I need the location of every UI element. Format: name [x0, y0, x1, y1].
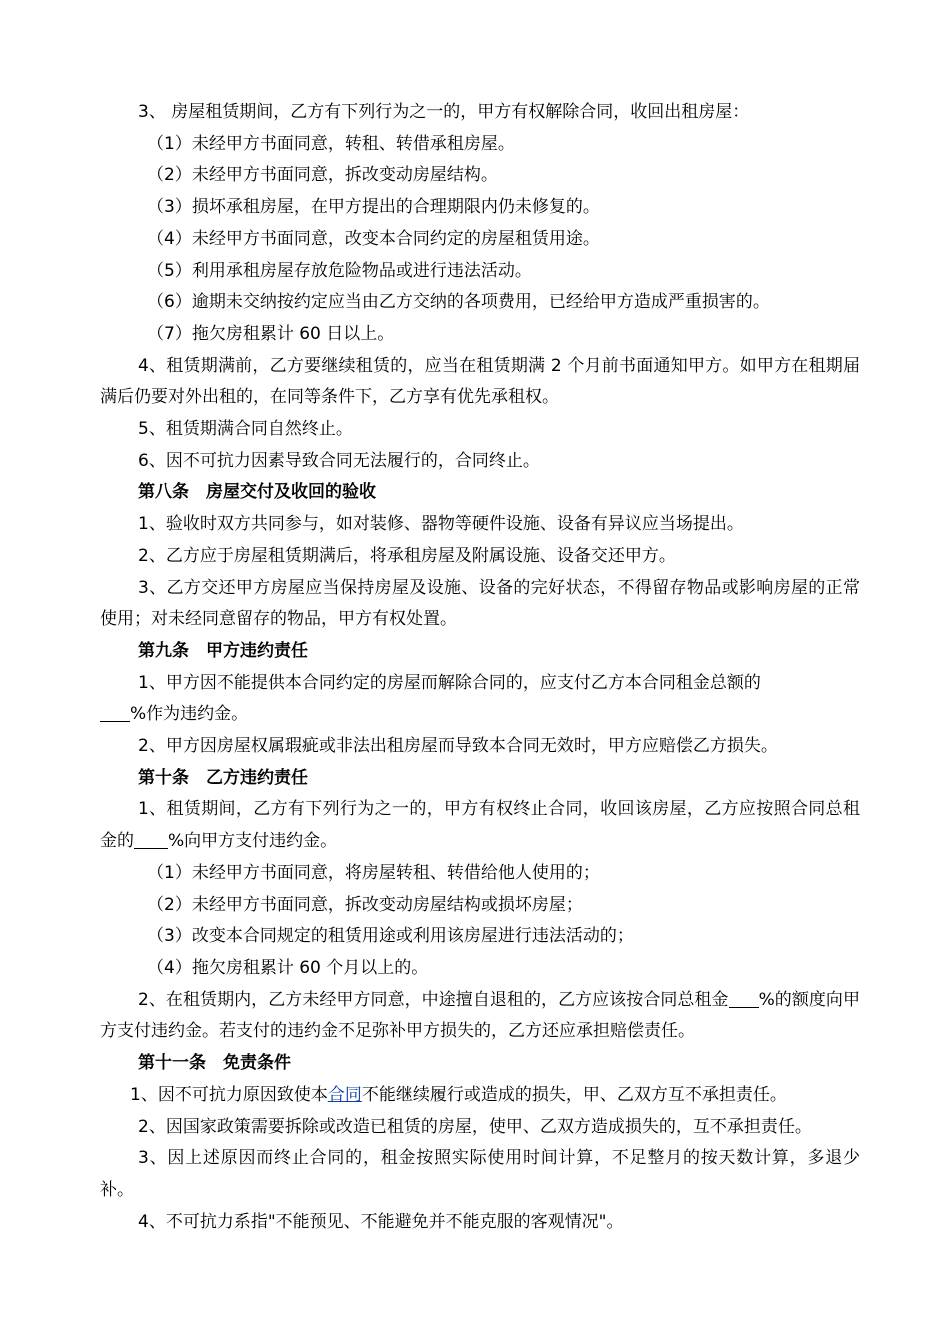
list-item: （5）利用承租房屋存放危险物品或进行违法活动。 [147, 260, 532, 281]
article-8-heading: 第八条 房屋交付及收回的验收 [138, 482, 376, 503]
clause-11-item-1 [100, 1080, 860, 1112]
list-item: （2）未经甲方书面同意，拆改变动房屋结构。 [147, 165, 498, 186]
contract-link[interactable]: 合同 [327, 1084, 362, 1105]
clause-8-item-1: 1、验收时双方共同参与，如对装修、器物等硬件设施、设备有异议应当场提出。 [138, 514, 744, 535]
article-10-heading: 第十条 乙方违约责任 [138, 767, 308, 788]
clause-11-item-4: 4、不可抗力系指"不能预见、不能避免并不能克服的客观情况"。 [138, 1211, 624, 1232]
list-item: （4）未经甲方书面同意，改变本合同约定的房屋租赁用途。 [147, 228, 600, 249]
clause-text: 不能继续履行或造成的损失，甲、乙双方互不承担责任。 [361, 1084, 787, 1105]
clause-8-item-3: 3、乙方交还甲方房屋应当保持房屋及设施、设备的完好状态，不得留存物品或影响房屋的正常使用；对未经同意留存的物品，甲方有权处置。 [100, 577, 860, 630]
clause-7-item-6: 6、因不可抗力因素导致合同无法履行的，合同终止。 [138, 450, 540, 471]
list-item: （6）逾期未交纳按约定应当由乙方交纳的各项费用，已经给甲方造成严重损害的。 [147, 292, 770, 313]
clause-11-item-2: 2、因国家政策需要拆除或改造已租赁的房屋，使甲、乙双方造成损失的，互不承担责任。 [138, 1116, 812, 1137]
document-page [100, 97, 860, 1238]
clause-7-item-3: 3、 房屋租赁期间，乙方有下列行为之一的，甲方有权解除合同，收回出租房屋： [138, 102, 750, 122]
clause-text: %作为违约金。 [130, 704, 249, 725]
clause-9-item-2: 2、甲方因房屋权属瑕疵或非法出租房屋而导致本合同无效时，甲方应赔偿乙方损失。 [138, 736, 778, 757]
clause-8-item-2: 2、乙方应于房屋租赁期满后，将承租房屋及附属设施、设备交还甲方。 [138, 545, 676, 566]
blank-fill-line [100, 703, 130, 722]
list-item: （1）未经甲方书面同意，转租、转借承租房屋。 [147, 133, 515, 154]
list-item: （4）拖欠房租累计 60 个月以上的。 [147, 957, 429, 978]
clause-7-item-5: 5、租赁期满合同自然终止。 [138, 419, 353, 440]
clause-9-item-1 [100, 668, 860, 731]
clause-text: 2、在租赁期内，乙方未经甲方同意，中途擅自退租的，乙方应该按合同总租金 [138, 989, 729, 1010]
blank-fill-line [134, 830, 168, 849]
clause-text: 1、因不可抗力原因致使本 [130, 1084, 328, 1105]
list-item: （3）损坏承租房屋，在甲方提出的合理期限内仍未修复的。 [147, 197, 600, 218]
clause-text: %向甲方支付违约金。 [168, 831, 338, 852]
clause-7-item-4: 4、租赁期满前，乙方要继续租赁的，应当在租赁期满 2 个月前书面通知甲方。如甲方在租期届满后仍要对外出租的，在同等条件下，乙方享有优先承租权。 [100, 355, 860, 408]
blank-fill-line [729, 989, 759, 1008]
article-11-heading: 第十一条 免责条件 [138, 1053, 291, 1074]
clause-11-item-3: 3、因上述原因而终止合同的，租金按照实际使用时间计算，不足整月的按天数计算，多退少补。 [100, 1148, 860, 1200]
list-item: （3）改变本合同规定的租赁用途或利用该房屋进行违法活动的； [147, 926, 634, 947]
list-item: （7）拖欠房租累计 60 日以上。 [147, 323, 395, 344]
clause-10-item-2 [100, 985, 860, 1048]
list-item: （2）未经甲方书面同意，拆改变动房屋结构或损坏房屋； [147, 894, 583, 915]
article-9-heading: 第九条 甲方违约责任 [138, 640, 308, 661]
list-item: （1）未经甲方书面同意，将房屋转租、转借给他人使用的； [147, 862, 600, 883]
clause-10-item-1 [100, 794, 860, 857]
clause-text: 1、租赁期间，乙方有下列行为之一的，甲方有权终止合同，收回该房屋，乙方应按照合同总租金的 [100, 799, 860, 852]
clause-text: 1、甲方因不能提供本合同约定的房屋而解除合同的，应支付乙方本合同租金总额的 [138, 672, 761, 693]
clause-text: %的额度向甲方支付违约金。若支付的违约金不足弥补甲方损失的，乙方还应承担赔偿责任。 [100, 989, 860, 1042]
